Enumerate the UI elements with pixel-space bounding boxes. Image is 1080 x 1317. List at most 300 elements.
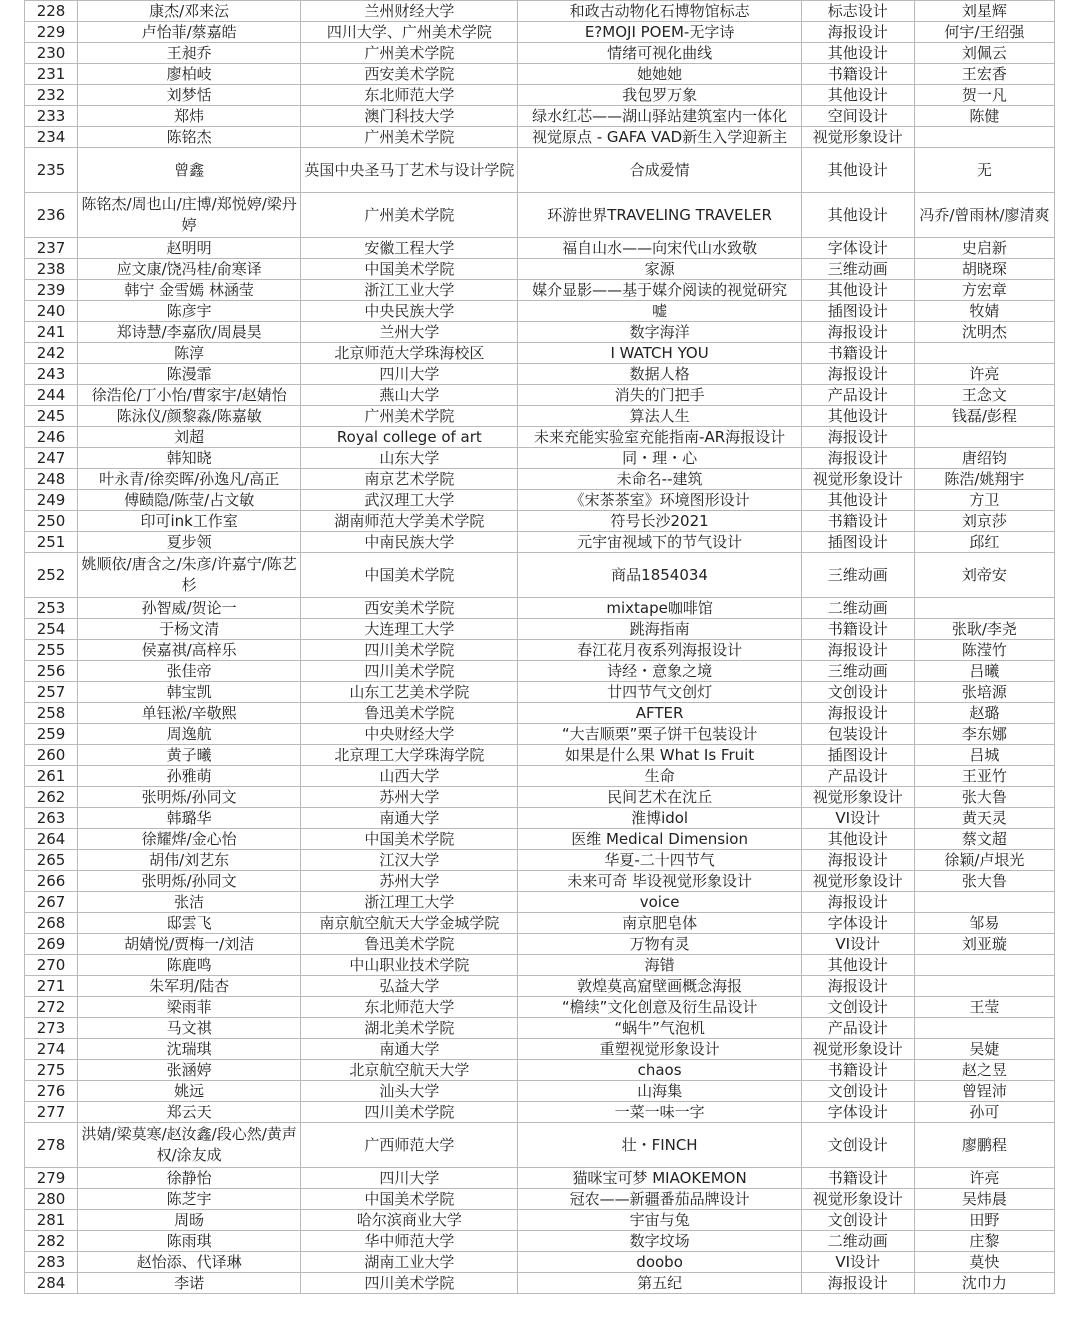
row-number: 254 (25, 619, 78, 640)
category-cell: 海报设计 (801, 364, 914, 385)
school-name: 江汉大学 (301, 850, 518, 871)
work-title: 未来可奇 毕设视觉形象设计 (518, 871, 801, 892)
tutor-names: 张耿/李尧 (914, 619, 1054, 640)
author-names: 陈泳仪/颜黎淼/陈嘉敏 (78, 406, 301, 427)
table-row (25, 808, 1055, 829)
work-title: 环游世界TRAVELING TRAVELER (518, 193, 801, 238)
row-number: 272 (25, 997, 78, 1018)
tutor-names: 胡晓琛 (914, 259, 1054, 280)
tutor-names: 徐颖/卢垠光 (914, 850, 1054, 871)
author-names: 叶永青/徐奕晖/孙逸凡/高正 (78, 469, 301, 490)
row-number: 262 (25, 787, 78, 808)
table-row (25, 406, 1055, 427)
table-row (25, 148, 1055, 193)
work-title: 数字坟场 (518, 1231, 801, 1252)
table-row (25, 976, 1055, 997)
row-number: 268 (25, 913, 78, 934)
row-number: 276 (25, 1081, 78, 1102)
tutor-names: 庄黎 (914, 1231, 1054, 1252)
school-name: 东北师范大学 (301, 997, 518, 1018)
tutor-names: 许亮 (914, 1168, 1054, 1189)
school-name: 中国美术学院 (301, 1189, 518, 1210)
tutor-names: 冯乔/曾雨林/廖清爽 (914, 193, 1054, 238)
author-names: 刘超 (78, 427, 301, 448)
table-row (25, 1252, 1055, 1273)
author-names: 徐浩伦/丁小怡/曹家宇/赵婧怡 (78, 385, 301, 406)
row-number: 246 (25, 427, 78, 448)
category-cell: 其他设计 (801, 193, 914, 238)
category-cell: 二维动画 (801, 1231, 914, 1252)
work-title: 宇宙与兔 (518, 1210, 801, 1231)
author-names: 梁雨菲 (78, 997, 301, 1018)
row-number: 245 (25, 406, 78, 427)
work-title: 消失的门把手 (518, 385, 801, 406)
row-number: 249 (25, 490, 78, 511)
school-name: 澳门科技大学 (301, 106, 518, 127)
work-title: 合成爱情 (518, 148, 801, 193)
category-cell: 插图设计 (801, 301, 914, 322)
tutor-names: 贺一凡 (914, 85, 1054, 106)
table-row (25, 703, 1055, 724)
row-number: 236 (25, 193, 78, 238)
school-name: 湖南师范大学美术学院 (301, 511, 518, 532)
tutor-names: 刘星辉 (914, 1, 1054, 22)
table-row (25, 640, 1055, 661)
table-row (25, 322, 1055, 343)
row-number: 251 (25, 532, 78, 553)
school-name: 广州美术学院 (301, 406, 518, 427)
school-name: 南京艺术学院 (301, 469, 518, 490)
category-cell: 书籍设计 (801, 511, 914, 532)
table-row (25, 997, 1055, 1018)
school-name: 山东大学 (301, 448, 518, 469)
table-row (25, 22, 1055, 43)
row-number: 253 (25, 598, 78, 619)
row-number: 265 (25, 850, 78, 871)
tutor-names: 刘佩云 (914, 43, 1054, 64)
table-row (25, 955, 1055, 976)
table-row (25, 1273, 1055, 1294)
category-cell: 插图设计 (801, 532, 914, 553)
author-names: 应文康/饶冯桂/俞寒译 (78, 259, 301, 280)
row-number: 283 (25, 1252, 78, 1273)
row-number: 281 (25, 1210, 78, 1231)
school-name: 苏州大学 (301, 871, 518, 892)
tutor-names: 曾锃沛 (914, 1081, 1054, 1102)
table-row (25, 448, 1055, 469)
work-title: I WATCH YOU (518, 343, 801, 364)
author-names: 廖柏岐 (78, 64, 301, 85)
category-cell: 海报设计 (801, 640, 914, 661)
tutor-names: 王念文 (914, 385, 1054, 406)
category-cell: 书籍设计 (801, 619, 914, 640)
category-cell: 视觉形象设计 (801, 1189, 914, 1210)
work-title: 医维 Medical Dimension (518, 829, 801, 850)
category-cell: 海报设计 (801, 427, 914, 448)
category-cell: 书籍设计 (801, 1060, 914, 1081)
school-name: 鲁迅美术学院 (301, 703, 518, 724)
tutor-names: 牧婧 (914, 301, 1054, 322)
work-title: “蜗牛”气泡机 (518, 1018, 801, 1039)
work-title: 情绪可视化曲线 (518, 43, 801, 64)
row-number: 235 (25, 148, 78, 193)
table-row (25, 193, 1055, 238)
tutor-names: 田野 (914, 1210, 1054, 1231)
category-cell: 三维动画 (801, 661, 914, 682)
school-name: 广西师范大学 (301, 1123, 518, 1168)
table-row (25, 913, 1055, 934)
author-names: 韩知晓 (78, 448, 301, 469)
tutor-names: 赵璐 (914, 703, 1054, 724)
row-number: 248 (25, 469, 78, 490)
school-name: 中山职业技术学院 (301, 955, 518, 976)
category-cell: 字体设计 (801, 238, 914, 259)
author-names: 卢怡菲/蔡嘉皓 (78, 22, 301, 43)
author-names: 徐静怡 (78, 1168, 301, 1189)
tutor-names: 沈巾力 (914, 1273, 1054, 1294)
school-name: 四川美术学院 (301, 640, 518, 661)
row-number: 244 (25, 385, 78, 406)
author-names: 郑诗慧/李嘉欣/周晨昊 (78, 322, 301, 343)
row-number: 230 (25, 43, 78, 64)
row-number: 271 (25, 976, 78, 997)
author-names: 韩宁 金雪嫣 林涵莹 (78, 280, 301, 301)
category-cell: 其他设计 (801, 406, 914, 427)
tutor-names (914, 343, 1054, 364)
row-number: 228 (25, 1, 78, 22)
work-title: 同・理・心 (518, 448, 801, 469)
row-number: 259 (25, 724, 78, 745)
school-name: 兰州财经大学 (301, 1, 518, 22)
category-cell: 文创设计 (801, 682, 914, 703)
tutor-names: 莫快 (914, 1252, 1054, 1273)
work-title: 跳海指南 (518, 619, 801, 640)
table-row (25, 385, 1055, 406)
table-row (25, 85, 1055, 106)
tutor-names (914, 955, 1054, 976)
school-name: 弘益大学 (301, 976, 518, 997)
author-names: 孙智威/贺论一 (78, 598, 301, 619)
category-cell: 视觉形象设计 (801, 127, 914, 148)
school-name: 北京理工大学珠海学院 (301, 745, 518, 766)
category-cell: 海报设计 (801, 850, 914, 871)
author-names: 洪婧/梁莫寒/赵汝鑫/段心然/黄声权/涂友成 (78, 1123, 301, 1168)
school-name: 中国美术学院 (301, 259, 518, 280)
row-number: 239 (25, 280, 78, 301)
work-title: 未来充能实验室充能指南-AR海报设计 (518, 427, 801, 448)
work-title: 重塑视觉形象设计 (518, 1039, 801, 1060)
table-row (25, 787, 1055, 808)
school-name: 南京航空航天大学金城学院 (301, 913, 518, 934)
work-title: 嘘 (518, 301, 801, 322)
school-name: 北京师范大学珠海校区 (301, 343, 518, 364)
author-names: 赵明明 (78, 238, 301, 259)
table-row (25, 280, 1055, 301)
category-cell: 海报设计 (801, 1273, 914, 1294)
row-number: 234 (25, 127, 78, 148)
work-title: 未命名--建筑 (518, 469, 801, 490)
table-row (25, 238, 1055, 259)
table-row (25, 850, 1055, 871)
table-row (25, 1231, 1055, 1252)
category-cell: 其他设计 (801, 490, 914, 511)
work-title: 淮博idol (518, 808, 801, 829)
category-cell: 其他设计 (801, 85, 914, 106)
tutor-names: 刘京莎 (914, 511, 1054, 532)
author-names: 陈漫霏 (78, 364, 301, 385)
tutor-names: 何宇/王绍强 (914, 22, 1054, 43)
category-cell: 其他设计 (801, 148, 914, 193)
row-number: 273 (25, 1018, 78, 1039)
table-row (25, 427, 1055, 448)
category-cell: 空间设计 (801, 106, 914, 127)
author-names: 单钰淞/辛敬熙 (78, 703, 301, 724)
category-cell: 海报设计 (801, 892, 914, 913)
category-cell: VI设计 (801, 934, 914, 955)
school-name: 北京航空航天大学 (301, 1060, 518, 1081)
row-number: 270 (25, 955, 78, 976)
work-title: 春江花月夜系列海报设计 (518, 640, 801, 661)
row-number: 229 (25, 22, 78, 43)
work-title: 山海集 (518, 1081, 801, 1102)
work-title: doobo (518, 1252, 801, 1273)
work-title: 民间艺术在沈丘 (518, 787, 801, 808)
author-names: 徐耀烨/金心怡 (78, 829, 301, 850)
tutor-names: 刘帝安 (914, 553, 1054, 598)
school-name: 中国美术学院 (301, 829, 518, 850)
category-cell: 文创设计 (801, 1123, 914, 1168)
author-names: 于杨文清 (78, 619, 301, 640)
category-cell: 视觉形象设计 (801, 871, 914, 892)
author-names: 侯嘉祺/高梓乐 (78, 640, 301, 661)
school-name: 南通大学 (301, 808, 518, 829)
tutor-names: 刘亚璇 (914, 934, 1054, 955)
tutor-names: 钱磊/彭程 (914, 406, 1054, 427)
author-names: 陈淳 (78, 343, 301, 364)
school-name: 四川美术学院 (301, 661, 518, 682)
tutor-names: 方卫 (914, 490, 1054, 511)
tutor-names: 李东娜 (914, 724, 1054, 745)
work-title: 她她她 (518, 64, 801, 85)
school-name: 兰州大学 (301, 322, 518, 343)
school-name: 鲁迅美术学院 (301, 934, 518, 955)
category-cell: 其他设计 (801, 43, 914, 64)
table-row (25, 301, 1055, 322)
table-row (25, 1081, 1055, 1102)
work-title: 第五纪 (518, 1273, 801, 1294)
table-row (25, 43, 1055, 64)
author-names: 陈芝宇 (78, 1189, 301, 1210)
school-name: 中央民族大学 (301, 301, 518, 322)
work-title: AFTER (518, 703, 801, 724)
author-names: 陈彦宇 (78, 301, 301, 322)
author-names: 沈瑞琪 (78, 1039, 301, 1060)
tutor-names: 邱红 (914, 532, 1054, 553)
school-name: 东北师范大学 (301, 85, 518, 106)
table-row (25, 532, 1055, 553)
school-name: 山东工艺美术学院 (301, 682, 518, 703)
work-title: mixtape咖啡馆 (518, 598, 801, 619)
table-row (25, 1018, 1055, 1039)
category-cell: 包装设计 (801, 724, 914, 745)
row-number: 258 (25, 703, 78, 724)
row-number: 275 (25, 1060, 78, 1081)
work-title: 福自山水——向宋代山水致敬 (518, 238, 801, 259)
school-name: 广州美术学院 (301, 43, 518, 64)
work-title: 廿四节气文创灯 (518, 682, 801, 703)
row-number: 243 (25, 364, 78, 385)
work-title: 数据人格 (518, 364, 801, 385)
table-row (25, 1189, 1055, 1210)
school-name: 山西大学 (301, 766, 518, 787)
row-number: 269 (25, 934, 78, 955)
category-cell: 字体设计 (801, 913, 914, 934)
author-names: 郑云天 (78, 1102, 301, 1123)
row-number: 260 (25, 745, 78, 766)
results-table (24, 0, 1055, 1294)
row-number: 240 (25, 301, 78, 322)
tutor-names: 蔡文超 (914, 829, 1054, 850)
tutor-names: 黄天灵 (914, 808, 1054, 829)
category-cell: 产品设计 (801, 766, 914, 787)
tutor-names: 史启新 (914, 238, 1054, 259)
row-number: 247 (25, 448, 78, 469)
row-number: 280 (25, 1189, 78, 1210)
row-number: 266 (25, 871, 78, 892)
author-names: 赵怡添、代译琳 (78, 1252, 301, 1273)
school-name: 广州美术学院 (301, 193, 518, 238)
category-cell: 海报设计 (801, 322, 914, 343)
tutor-names: 无 (914, 148, 1054, 193)
work-title: 算法人生 (518, 406, 801, 427)
tutor-names: 陈滢竹 (914, 640, 1054, 661)
author-names: 姚远 (78, 1081, 301, 1102)
school-name: 武汉理工大学 (301, 490, 518, 511)
work-title: 万物有灵 (518, 934, 801, 955)
tutor-names (914, 598, 1054, 619)
author-names: 陈雨琪 (78, 1231, 301, 1252)
category-cell: 三维动画 (801, 553, 914, 598)
row-number: 274 (25, 1039, 78, 1060)
tutor-names: 陈健 (914, 106, 1054, 127)
author-names: 张明烁/孙同文 (78, 871, 301, 892)
category-cell: 标志设计 (801, 1, 914, 22)
author-names: 李诺 (78, 1273, 301, 1294)
school-name: 湖北美术学院 (301, 1018, 518, 1039)
tutor-names: 王莹 (914, 997, 1054, 1018)
work-title: voice (518, 892, 801, 913)
category-cell: 插图设计 (801, 745, 914, 766)
author-names: 韩宝凯 (78, 682, 301, 703)
row-number: 250 (25, 511, 78, 532)
category-cell: 文创设计 (801, 1210, 914, 1231)
table-row (25, 1168, 1055, 1189)
category-cell: 视觉形象设计 (801, 1039, 914, 1060)
row-number: 279 (25, 1168, 78, 1189)
tutor-names: 张大鲁 (914, 787, 1054, 808)
category-cell: 书籍设计 (801, 64, 914, 85)
table-row (25, 259, 1055, 280)
tutor-names: 王宏香 (914, 64, 1054, 85)
category-cell: 书籍设计 (801, 1168, 914, 1189)
work-title: 元宇宙视域下的节气设计 (518, 532, 801, 553)
work-title: 华夏-二十四节气 (518, 850, 801, 871)
table-row (25, 343, 1055, 364)
work-title: chaos (518, 1060, 801, 1081)
row-number: 284 (25, 1273, 78, 1294)
author-names: 朱军玥/陆杏 (78, 976, 301, 997)
table-row (25, 682, 1055, 703)
category-cell: 产品设计 (801, 385, 914, 406)
table-row (25, 127, 1055, 148)
table-row (25, 1, 1055, 22)
work-title: 生命 (518, 766, 801, 787)
school-name: 四川大学 (301, 364, 518, 385)
tutor-names: 方宏章 (914, 280, 1054, 301)
table-row (25, 661, 1055, 682)
school-name: 安徽工程大学 (301, 238, 518, 259)
row-number: 257 (25, 682, 78, 703)
table-row (25, 829, 1055, 850)
school-name: 中南民族大学 (301, 532, 518, 553)
author-names: 张佳帝 (78, 661, 301, 682)
tutor-names (914, 427, 1054, 448)
author-names: 印可ink工作室 (78, 511, 301, 532)
school-name: 英国中央圣马丁艺术与设计学院 (301, 148, 518, 193)
row-number: 232 (25, 85, 78, 106)
work-title: 如果是什么果 What Is Fruit (518, 745, 801, 766)
school-name: 西安美术学院 (301, 64, 518, 85)
school-name: 大连理工大学 (301, 619, 518, 640)
table-row (25, 619, 1055, 640)
school-name: 湖南工业大学 (301, 1252, 518, 1273)
school-name: 四川美术学院 (301, 1102, 518, 1123)
category-cell: 视觉形象设计 (801, 469, 914, 490)
table-row (25, 511, 1055, 532)
row-number: 252 (25, 553, 78, 598)
category-cell: 其他设计 (801, 955, 914, 976)
tutor-names: 张培源 (914, 682, 1054, 703)
tutor-names: 张大鲁 (914, 871, 1054, 892)
table-row (25, 1210, 1055, 1231)
row-number: 267 (25, 892, 78, 913)
table-row (25, 724, 1055, 745)
category-cell: 书籍设计 (801, 343, 914, 364)
row-number: 282 (25, 1231, 78, 1252)
author-names: 周旸 (78, 1210, 301, 1231)
tutor-names: 吴婕 (914, 1039, 1054, 1060)
row-number: 238 (25, 259, 78, 280)
category-cell: 其他设计 (801, 829, 914, 850)
tutor-names: 孙可 (914, 1102, 1054, 1123)
author-names: 郑炜 (78, 106, 301, 127)
author-names: 陈鹿鸣 (78, 955, 301, 976)
table-row (25, 598, 1055, 619)
tutor-names (914, 127, 1054, 148)
school-name: 四川大学 (301, 1168, 518, 1189)
author-names: 孙雅萌 (78, 766, 301, 787)
author-names: 陈铭杰 (78, 127, 301, 148)
row-number: 242 (25, 343, 78, 364)
school-name: 哈尔滨商业大学 (301, 1210, 518, 1231)
tutor-names: 吴炜晨 (914, 1189, 1054, 1210)
category-cell: 字体设计 (801, 1102, 914, 1123)
author-names: 康杰/邓来沄 (78, 1, 301, 22)
tutor-names: 陈浩/姚翔宇 (914, 469, 1054, 490)
table-row (25, 1060, 1055, 1081)
author-names: 马文祺 (78, 1018, 301, 1039)
author-names: 傅赜隐/陈莹/占文敏 (78, 490, 301, 511)
